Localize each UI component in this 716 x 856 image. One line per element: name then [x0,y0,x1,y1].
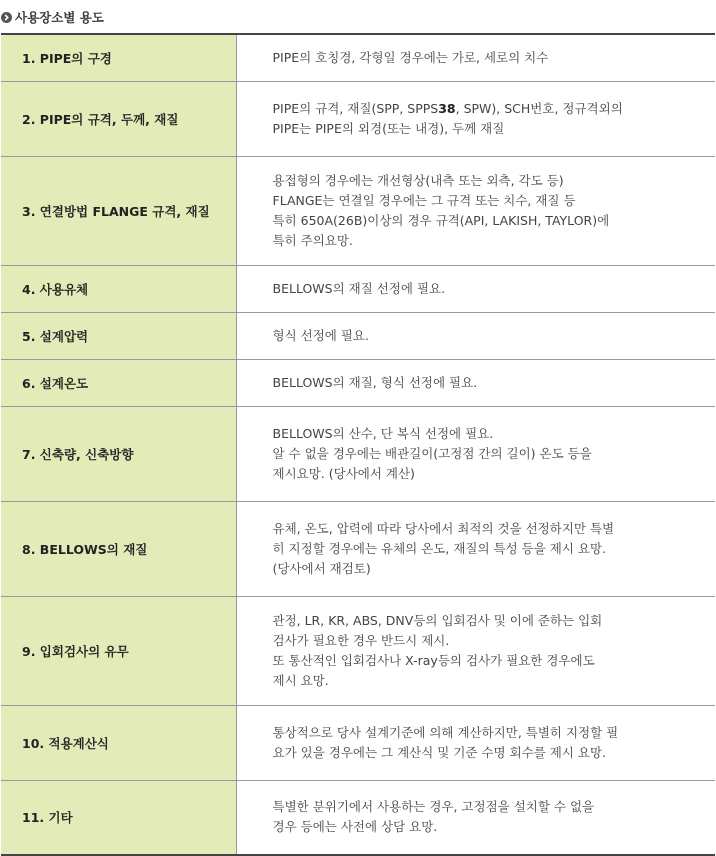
description-line: 통상적으로 당사 설계기준에 의해 계산하지만, 특별히 지정할 필 [272,724,619,740]
row-label: 7. 신축량, 신축방향 [1,406,236,501]
description-line: 특히 650A(26B)이상의 경우 규격(API, LAKISH, TAYLOR)에 [272,212,610,228]
description-line: 유체, 온도, 압력에 따라 당사에서 최적의 것을 선정하지만 특별 [272,520,615,536]
section-header [1,7,104,27]
row-label: 4. 사용유체 [1,265,236,312]
description-line: 알 수 없을 경우에는 배관길이(고정점 간의 길이) 온도 등을 [272,445,592,461]
table-row [1,705,715,780]
table-row [1,501,715,596]
description-line: 특히 주의요망. [272,232,353,248]
row-label: 9. 입회검사의 유무 [1,596,236,705]
table-row [1,265,715,312]
section-title: 사용장소별 용도 [15,10,104,25]
description-line: PIPE의 호칭경, 각형일 경우에는 가로, 세로의 치수 [272,49,549,65]
row-label: 10. 적용계산식 [1,705,236,780]
row-label: 8. BELLOWS의 재질 [1,501,236,596]
description-line: FLANGE는 연결일 경우에는 그 규격 또는 치수, 재질 등 [272,192,576,208]
table-row [1,312,715,359]
description-line: PIPE의 규격, 재질(SPP, SPPS38, SPW), SCH번호, 정규격외의 [272,100,623,116]
row-label: 3. 연결방법 FLANGE 규격, 재질 [1,156,236,265]
description-line: BELLOWS의 산수, 단 복식 선정에 필요. [272,425,494,441]
row-label: 1. PIPE의 구경 [1,34,236,81]
row-description [236,705,715,780]
usage-spec-table [1,33,715,856]
description-line: 용접형의 경우에는 개선형상(내측 또는 외측, 각도 등) [272,172,564,188]
description-line: 히 지정할 경우에는 유체의 온도, 재질의 특성 등을 제시 요망. [272,540,607,556]
description-line: BELLOWS의 재질, 형식 선정에 필요. [272,374,478,390]
row-description [236,312,715,359]
row-description [236,406,715,501]
table-row [1,34,715,81]
row-description [236,596,715,705]
description-line: 또 통산적인 입회검사나 X-ray등의 검사가 필요한 경우에도 [272,652,595,668]
row-description [236,501,715,596]
description-line: (당사에서 재검토) [272,560,371,576]
row-description [236,359,715,406]
table-row [1,81,715,156]
table-row [1,406,715,501]
table-row [1,780,715,855]
row-description [236,81,715,156]
description-line: 형식 선정에 필요. [272,327,369,343]
description-line: BELLOWS의 재질 선정에 필요. [272,280,446,296]
row-label: 5. 설계압력 [1,312,236,359]
description-line: 검사가 필요한 경우 반드시 제시. [272,632,450,648]
row-description [236,156,715,265]
row-description [236,780,715,855]
description-line: 제시 요망. [272,672,329,688]
row-label: 11. 기타 [1,780,236,855]
row-label: 6. 설계온도 [1,359,236,406]
row-description [236,265,715,312]
description-line: 요가 있을 경우에는 그 계산식 및 기준 수명 회수를 제시 요망. [272,744,607,760]
description-line: PIPE는 PIPE의 외경(또는 내경), 두께 재질 [272,120,505,136]
description-line: 관정, LR, KR, ABS, DNV등의 입회검사 및 이에 준하는 입회 [272,612,603,628]
row-description [236,34,715,81]
table-row [1,359,715,406]
description-line: 제시요망. (당사에서 계산) [272,465,415,481]
description-line: 특별한 분위기에서 사용하는 경우, 고정점을 설치할 수 없을 [272,799,595,815]
table-row [1,596,715,705]
row-label: 2. PIPE의 규격, 두께, 재질 [1,81,236,156]
table-row [1,156,715,265]
circle-chevron-right-icon [1,12,12,23]
description-line: 경우 등에는 사전에 상담 요망. [272,819,438,835]
